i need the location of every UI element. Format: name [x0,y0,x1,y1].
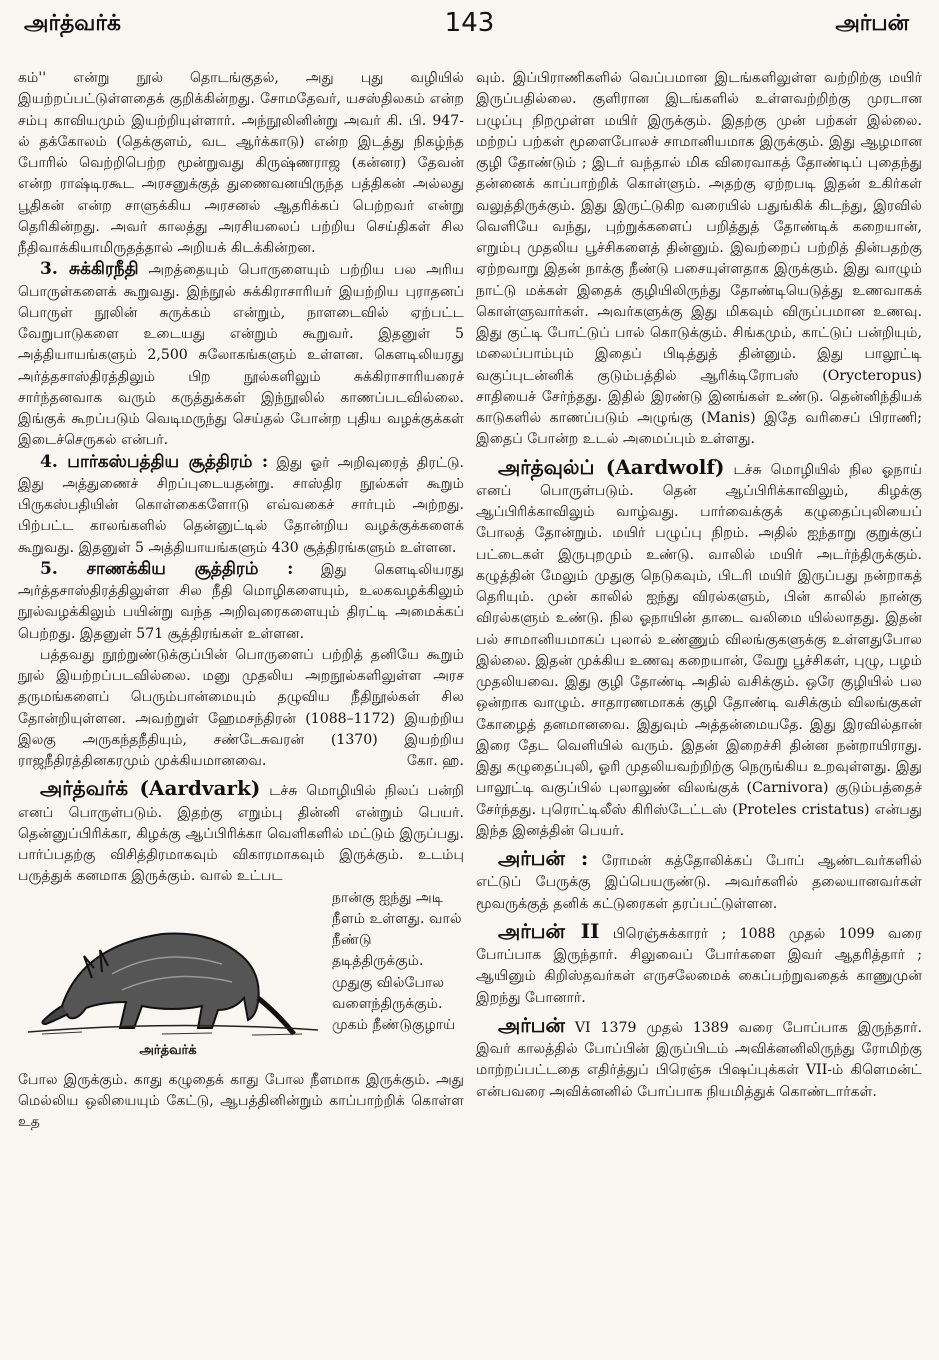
aardvark-heading: அர்த்வர்க் (Aardvark) [40,776,261,801]
urban-vi-paragraph [476,1012,922,1103]
section-4-text: இது ஓர் அறிவுரைத் திரட்டு. இது அத்துணைச் சிறப்புடையதன்று. சாஸ்திர நூல்கள் கூறும் பிருகஸ்பதியின் கொள்கைகளோடு எவ்வகைச் சார்பும் அற்றது. பிற்பட்ட காலங்களில் தென்னுட்டில் தோன்றிய வழக்குக்களைக் கூறுவது. இதனுள் 5 அத்தியாயங்களும் 430 சூத்திரங்களும் உள்ளன. [18,454,464,556]
section-4-paragraph [18,452,464,559]
section-3-text: அறத்தையும் பொருளையும் பற்றிய பல அரிய பொருள்களைக் கூறுவது. இந்நூல் சுக்கிராசாரியர் இயற்றிய புராதனப் பொருள் நூலின் சுருக்கம் என்றும், நாளடைவில் ஏற்பட்ட வேறுபாடுகளை உடையது என்றும் கூறுவர். இதனுள் 5 அத்தியாயங்களும் 2,500 சுலோகங்களும் உள்ளன. கௌடிலியரது அர்த்தசாஸ்திரத்திலும் பிற நூல்களிலும் சுக்கிராசாரியரைச் சார்ந்தனவாக வரும் கருத்துக்கள் இந்நூலில் காணப்படவில்லை. இங்குக் கூறப்படும் வெடிமருந்து செய்தல் போன்ற புதிய வழக்குக்கள் இடைச்செருகல் என்பர். [18,262,464,449]
author-signature: கோ. ஹ. [406,753,464,769]
later-works-text: பத்தவது நூற்றுண்டுக்குப்பின் பொருளைப் பற்றித் தனியே கூறும் நூல் இயற்றப்படவில்லை. மனு முதலிய அறநூல்களிலுள்ள அரச தருமங்களைப் பெரும்பான்மையும் தழுவிய நீதிநூல்கள் சில தோன்றியுள்ளன. அவற்றுள் ஹேமசந்திரன் (1088–1172) இயற்றிய இலகு அருகந்தநீதியும், சண்டேசுவரன் (1370) இயற்றிய ராஜநீதிரத்தினகரமும் முக்கியமானவை. [18,646,464,769]
beside-figure-text: நான்கு ஐந்து அடி நீளம் உள்ளது. வால் நீண்டு தடித்திருக்கும். முதுகு வில்போல வளைந்திருக்கும். முகம் நீண்டுகுழாய் [332,889,462,1033]
aardwolf-text: டச்சு மொழியில் நில ஓநாய் எனப் பொருள்படும். தென் ஆப்பிரிக்காவிலும், கிழக்கு ஆப்பிரிக்காவிலும் வாழ்வது. பார்வைக்குக் கழுதைப்புலியைப் போலத் தோன்றும். மயிர் பழுப்பு நிறம். அதில் ஐந்தாறு குறுக்குப் பட்டைகள் இருபுறமும் உண்டு. வாலில் மயிர் அடர்ந்திருக்கும். கழுத்தின் மேலும் முதுகு நெடுகவும், பிடரி மயிர் இருப்பது நன்றாகத் தெரியும். முன் காலில் ஐந்து விரல்களும், பின் காலில் நான்கு விரல்களும் உண்டு. நில ஓநாயின் தாடை வலிமை யில்லாதது. இதன் பல் சாமானியமாகப் புலால் உண்ணும் விலங்குகளுக்கு உள்ளதுபோல இல்லை. இதன் முக்கிய உணவு கறையான், வேறு பூச்சிகள், புழு, பழம் முதலியவை. இது குழி தோண்டி அதில் வசிக்கும். ஒரே குழியில் பல ஒன்றாக வாழும். சாதாரணமாகக் குழி தோண்டி வசிக்கும் விலங்குகள் கோழைத் தனமானவை. இதுவும் அத்தன்மையதே. இது இரவில்தான் இரை தேட வெளியில் வரும். இதன் இறைச்சி தின்ன நன்றாயிராது. இது கழுதைப்புலி, ஓரி முதலியவற்றிற்கு நெருங்கிய உறவுள்ளது. இது பாலூட்டி வகுப்பில் புலாலுண் விலங்குக் (Carnivora) குடும்பத்தைச் சேர்ந்தது. புரொட்டிலீஸ் கிரிஸ்டேட்டஸ் (Proteles cristatus) என்பது இந்த இனத்தின் பெயர். [476,461,922,839]
page-header [0,0,939,52]
urban-vi-text: VI 1379 முதல் 1389 வரை போப்பாக இருந்தார். இவர் காலத்தில் போப்பின் இருப்பிடம் அவிக்னனிலிருந்து ரோமிற்கு மாற்றப்பட்டதை எதிர்த்துப் பிரெஞ்சு பிஷப்புக்கள் VII-ம் கிளெமன்ட் என்பவரை அவிக்னனில் போப்பாக நியமித்துக் கொண்டார்கள். [476,1019,922,1100]
urban-ii-text: பிரெஞ்சுக்காரர் ; 1088 முதல் 1099 வரை போப்பாக இருந்தார். சிலுவைப் போர்களை இவர் ஆதரித்தார் ; ஆயினும் கிறிஸ்தவர்கள் எருசலேமைக் கைப்பற்றுவதைக் காணுமுன் இறந்து போனார். [476,925,922,1006]
section-3-heading: 3. சுக்கிரநீதி [40,259,139,280]
urban-ii-paragraph [476,918,922,1009]
section-5-paragraph [18,559,464,645]
aardwolf-paragraph [476,454,922,843]
intro-paragraph: கம்'' என்று நூல் தொடங்குதல், அது புது வழியில் இயற்றப்பட்டுள்ளதைக் குறிக்கின்றது. சோமதேவர், யசஸ்திலகம் என்ற சம்பு காவியமும் இயற்றியுள்ளார். அந்நூலினின்று அவர் கி. பி. 947-ல் தக்கோலம் (தெக்குளம், வட ஆர்க்காடு) என்ற இடத்து நிகழ்ந்த போரில் வெற்றிபெற்ற மூன்றுவது கிருஷ்ணராஜ (கன்னர) தேவன் என்ற ராஷ்டிரகூட அரசனுக்குத் துணைவனயிருந்த பத்திகன் அல்லது பூதிகன் என்ற சாளுக்கிய அரசனல் ஆதரிக்கப் பெற்றவர் என்று தெரிகின்றது. அவர் காலத்து அரசியலைப் பற்றிய செய்திகள் சில நீதிவாக்கியாமிருதத்தால் அறியக் கிடக்கின்றன. [18,70,464,256]
section-5-text: இது கௌடிலியரது அர்த்தசாஸ்திரத்திலுள்ள சில நீதி மொழிகளையும், உலகவழக்கிலும் நூல்வழக்கிலும் பயின்று வந்த அறிவுரைகளையும் திரட்டி அமைக்கப் பெற்றது. இதனுள் 571 சூத்திரங்கள் உள்ளன. [18,561,464,642]
section-4-heading: 4. பார்கஸ்பத்திய சூத்திரம் : [40,451,269,472]
section-5-heading: 5. சாணக்கிய சூத்திரம் : [40,558,294,579]
urban-heading: அர்பன் : [498,846,589,870]
aardvark-illustration [22,894,318,1039]
aardvark-continuation: வும். இப்பிராணிகளில் வெப்பமான இடங்களிலுள்ள வற்றிற்கு மயிர் இருப்பதில்லை. குளிரான இடங்களில் உள்ளவற்றிற்கு முரடான பழுப்பு நிறமுள்ள மயிர் இருக்கும். இதற்கு முன் பற்கள் இல்லை. மற்றப் பற்கள் மூளைபோலச் சாமானியமாக இருக்கும். இது ஆழமான குழி தோண்டும் ; இடர் வந்தால் மிக விரைவாகத் தோண்டிப் புதைந்து தன்னைக் காப்பாற்றிக் கொள்ளும். அதற்கு ஏற்றபடி இதன் உகிர்கள் வலுத்திருக்கும். இது இருட்டுகிற வரையில் பதுங்கிக் கிடந்து, இரவில் வெளியே வந்து, புற்றுக்களைப் பறித்துத் தோண்டிக் கறையான், எறும்பு முதலிய பூச்சிகளைத் தின்னும். இவற்றைப் பற்றித் தின்பதற்கு ஏற்றவாறு இதன் நாக்கு நீண்டு பசையுள்ளதாக இருக்கும். இது வாழும் நாட்டு மக்கள் இதைக் குழியிலிருந்து தோண்டியெடுத்து உணவாகக் கொள்ளுவார்கள். அவர்களுக்கு இது மிகவும் விருப்பமான உணவு. இது குட்டி போட்டுப் பால் கொடுக்கும். சிங்கமும், காட்டுப் பன்றியும், மலைப்பாம்பும் இதைப் பிடித்துத் தின்னும். இது பாலூட்டி வகுப்புடன்னிக் குடும்பத்தில் ஆரிக்டிரோபஸ் (Orycteropus) சாதியைச் சேர்ந்தது. இதில் இரண்டு இனங்கள் உண்டு. தென்னிந்தியக் காடுகளில் காணப்படும் அழுங்கு (Manis) இதே வரிசைப் பிராணி; இதைப் போன்ற உடல் அமைப்பும் உள்ளது. [476,70,922,448]
urban-text: ரோமன் கத்தோலிக்கப் போப் ஆண்டவர்களில் எட்டுப் பேருக்கு இப்பெயருண்டு. அவர்களில் தலையானவர்கள் மூவருக்குத் தனிக் கட்டுரைகள் தரப்பட்டுள்ளன. [476,853,922,912]
urban-paragraph [476,848,922,915]
aardwolf-heading: அர்த்வுல்ப் (Aardwolf) [498,454,725,479]
urban-vi-heading: அர்பன் [498,1012,565,1037]
header-right-title: அர்பன் [835,10,909,36]
aardvark-paragraph [18,778,464,887]
later-works-paragraph [18,645,464,773]
page-number: 143 [444,8,495,38]
after-figure-text: போல இருக்கும். காது கழுதைக் காது போல நீளமாக இருக்கும். அது மெல்லிய ஒலியையும் கேட்டு, ஆபத்தினின்றும் காப்பாற்றிக் கொள்ள உத [18,1071,464,1130]
left-column [18,68,464,1353]
right-column [476,68,922,1353]
figure-caption: அர்த்வர்க் [139,1042,197,1058]
urban-ii-heading: அர்பன் II [498,918,600,943]
section-3-paragraph [18,259,464,451]
header-left-title: அர்த்வர்க் [24,10,121,36]
aardvark-figure [18,890,324,1070]
aardvark-text: டச்சு மொழியில் நிலப் பன்றி எனப் பொருள்படும். இதற்கு எறும்பு தின்னி என்றும் பெயர். தென்னுப்பிரிக்கா, கிழக்கு ஆப்பிரிக்கா வெளிகளில் மட்டும் இருப்பது. பார்ப்பதற்கு விசித்திரமாகவும் விகாரமாகவும் இருக்கும். உடம்பு பருத்துக் கனமாக இருக்கும். வால் உட்பட [18,783,464,885]
